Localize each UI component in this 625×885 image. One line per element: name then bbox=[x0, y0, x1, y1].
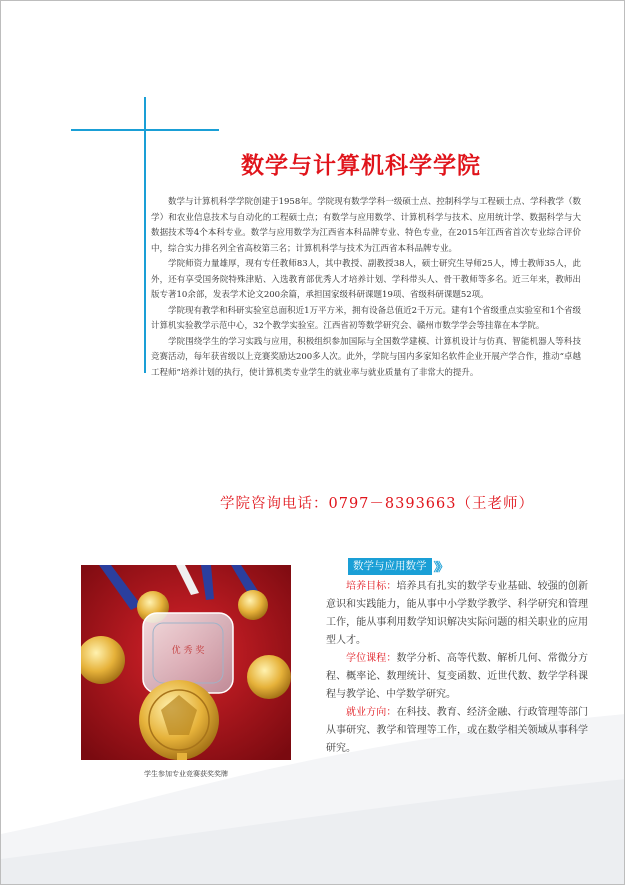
major-tag bbox=[348, 558, 446, 575]
intro-paragraph: 学院围绕学生的学习实践与应用，积极组织参加国际与全国数学建模、计算机设计与仿真、智能机器人等科技竞赛活动，每年获省级以上竞赛奖励达200多人次。此外，学院与国内多家知名软件企业开展产学合作，推动“卓越工程师”培养计划的执行，使计算机类专业学生的就业率与就业质量有了非常大的提升。 bbox=[151, 336, 581, 378]
training-goal bbox=[326, 578, 588, 650]
section-label: 培养目标： bbox=[346, 581, 397, 592]
intro-paragraph: 数学与计算机科学学院创建于1958年。学院现有数学学科一级硕士点、控制科学与工程硕士点、学科教学（数学）和农业信息技术与自动化的工程硕士点；有数学与应用数学、计算机科学与技术、应用统计学、数据科学与大数据技术等4个本科专业。数学与应用数学为江西省本科品牌专业、特色专业，在2015年江西省首次专业综合评价中，综合实力排名列全省高校第三名；计算机科学与技术为江西省本科品牌专业。 bbox=[151, 197, 581, 254]
medals-photo bbox=[81, 565, 291, 760]
major-description bbox=[326, 578, 588, 758]
college-title: 数学与计算机科学学院 bbox=[241, 153, 481, 179]
intro-paragraph: 学院师资力量雄厚，现有专任教师83人，其中教授、副教授38人，硕士研究生导师25人，博士教师35人，此外，还有享受国务院特殊津贴、入选教育部优秀人才培养计划、学科带头人、骨干教师等多名。近三年来，教师出版专著10余部，发表学术论文200余篇，承担国家级科研课题19项、省级科研课题52项。 bbox=[151, 259, 581, 300]
intro-paragraph: 学院现有教学和科研实验室总面积近1万平方米，拥有设备总值近2千万元。建有1个省级重点实验室和1个省级计算机实验教学示范中心，32个教学实验室。江西省初等数学研究会、赣州市数学学会等挂靠在本学院。 bbox=[151, 305, 581, 331]
degree-courses bbox=[326, 650, 588, 704]
section-text: 培养具有扎实的数学专业基础、较强的创新意识和实践能力，能从事中小学数学教学、科学研究和管理工作，能从事利用数学知识解决实际问题的相关职业的应用型人才。 bbox=[326, 581, 589, 646]
decorative-crosshair-vertical bbox=[144, 97, 146, 373]
section-text: 在科技、教育、经济金融、行政管理等部门从事研究、教学和管理等工作，或在数学相关领域从事科学研究。 bbox=[326, 707, 589, 754]
career-direction bbox=[326, 704, 588, 758]
double-chevron-right-icon: 》》 bbox=[433, 560, 446, 574]
trophy-text: 优 秀 奖 bbox=[171, 646, 205, 656]
section-label: 学位课程： bbox=[346, 653, 397, 664]
college-introduction bbox=[151, 195, 581, 381]
consultation-phone: 学院咨询电话：0797－8393663（王老师） bbox=[220, 496, 534, 512]
major-name: 数学与应用数学 bbox=[348, 558, 432, 575]
section-label: 就业方向： bbox=[346, 707, 397, 718]
photo-caption: 学生参加专业竞赛获奖奖牌 bbox=[144, 770, 228, 778]
section-text: 数学分析、高等代数、解析几何、常微分方程、概率论、数理统计、复变函数、近世代数、数学学科课程与教学论、中学数学研究。 bbox=[326, 653, 589, 700]
